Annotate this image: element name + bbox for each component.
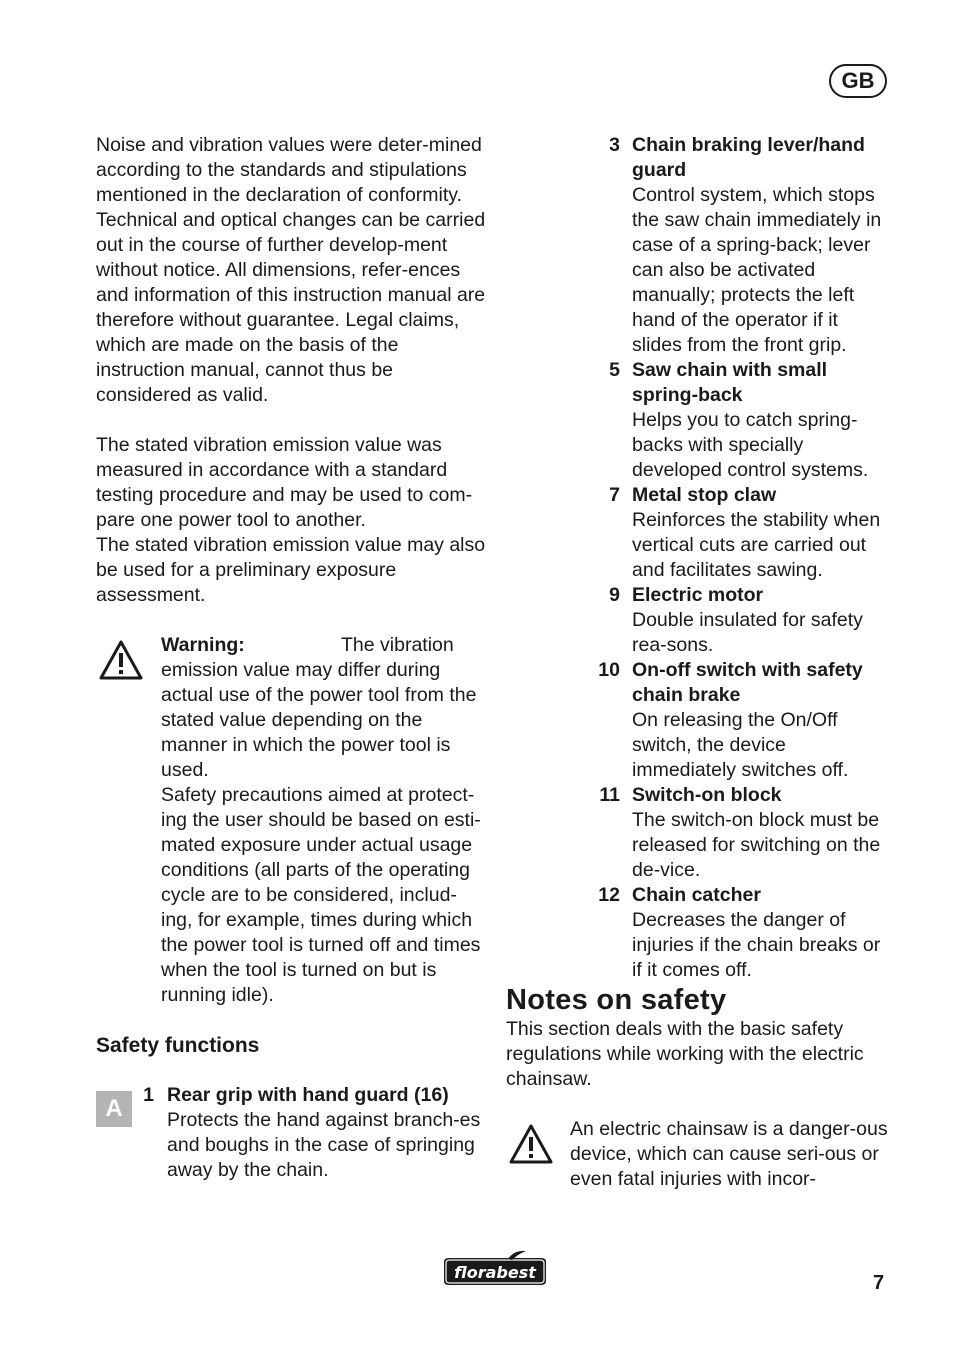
list-item <box>590 883 891 983</box>
list-item <box>590 133 891 358</box>
chainsaw-warning <box>506 1117 891 1192</box>
item-number: 10 <box>598 659 620 681</box>
list-item <box>590 658 891 783</box>
chainsaw-warning-text: An electric chainsaw is a danger-ous device, which can cause seri-ous or even fatal injuries with incor- <box>570 1118 888 1190</box>
warning-triangle-icon <box>508 1123 554 1165</box>
noise-values-paragraph: Noise and vibration values were deter-mined according to the standards and stipulations mentioned in the declaration of conformity. <box>96 134 482 206</box>
item-description: On releasing the On/Off switch, the device immediately switches off. <box>632 709 849 781</box>
item-number: 12 <box>598 884 620 906</box>
logo-text: florabest <box>454 1263 536 1282</box>
list-item <box>96 1083 486 1183</box>
item-number: 11 <box>599 784 620 806</box>
item-title: Chain catcher <box>632 884 761 906</box>
page-number: 7 <box>873 1272 885 1294</box>
safety-precautions-text: Safety precautions aimed at protect-ing the user should be based on esti-mated exposure under actual usage conditions (all parts of the operating cycle are to be considered, includ-ing, for example, times during which the power tool is turned off and times when the tool is turned on but is running idle). <box>161 784 481 1006</box>
item-number: 9 <box>609 584 620 606</box>
florabest-logo <box>440 1250 550 1288</box>
exposure-assessment-paragraph: The stated vibration emission value may also be used for a preliminary exposure assessment. <box>96 534 486 606</box>
warning-triangle-icon <box>98 639 144 681</box>
item-title: Metal stop claw <box>632 484 777 506</box>
item-number: 3 <box>609 134 620 156</box>
technical-changes-paragraph: Technical and optical changes can be carried out in the course of further develop-ment without notice. All dimensions, refer-ences and information of this instruction manual are therefore without guarantee. Legal claims, which are made on the basis of the instruction manual, cannot thus be considered as valid. <box>96 209 486 406</box>
item-description: Reinforces the stability when vertical cuts are carried out and facilitates sawing. <box>632 509 881 581</box>
list-item <box>590 483 891 583</box>
item-title: Rear grip with hand guard (16) <box>167 1084 449 1106</box>
notes-on-safety-heading: Notes on safety <box>506 984 727 1016</box>
item-title: Switch-on block <box>632 784 782 806</box>
item-title: On-off switch with safety chain brake <box>632 659 863 706</box>
warning-text-body: The vibration emission value may differ during actual use of the power tool from the stated value depending on the manner in which the power tool is used. <box>161 634 477 781</box>
safety-functions-heading: Safety functions <box>96 1034 260 1057</box>
vibration-measurement-paragraph: The stated vibration emission value was measured in accordance with a standard testing procedure and may be used to com-pare one power tool to another. <box>96 434 473 531</box>
safety-functions-list-continued <box>590 133 891 983</box>
item-description: Control system, which stops the saw chain immediately in case of a spring-back; lever can also be activated manually; protects the left hand of the operator if it slides from the front grip. <box>632 184 882 356</box>
figure-a-marker: A <box>96 1091 132 1127</box>
language-badge: GB <box>829 64 887 98</box>
right-column <box>506 133 891 1192</box>
item-number: 1 <box>143 1084 154 1106</box>
item-description: Double insulated for safety rea-sons. <box>632 609 863 656</box>
item-title: Saw chain with small spring-back <box>632 359 828 406</box>
item-number: 7 <box>609 484 620 506</box>
item-description: Decreases the danger of injuries if the chain breaks or if it comes off. <box>632 909 881 981</box>
list-item <box>590 358 891 483</box>
item-number: 5 <box>609 359 620 381</box>
item-description: The switch-on block must be released for switching on the de-vice. <box>632 809 881 881</box>
notes-intro-paragraph: This section deals with the basic safety regulations while working with the electric chainsaw. <box>506 1018 864 1090</box>
item-title: Chain braking lever/hand guard <box>632 134 865 181</box>
vibration-warning <box>96 633 486 1008</box>
left-column <box>96 133 486 1183</box>
item-description: Helps you to catch spring-backs with specially developed control systems. <box>632 409 869 481</box>
item-title: Electric motor <box>632 584 764 606</box>
list-item <box>590 583 891 658</box>
warning-label: Warning: <box>161 634 245 656</box>
warning-text <box>161 633 486 783</box>
item-description: Protects the hand against branch-es and boughs in the case of springing away by the chain. <box>167 1109 481 1181</box>
safety-functions-list <box>96 1083 486 1183</box>
list-item <box>590 783 891 883</box>
